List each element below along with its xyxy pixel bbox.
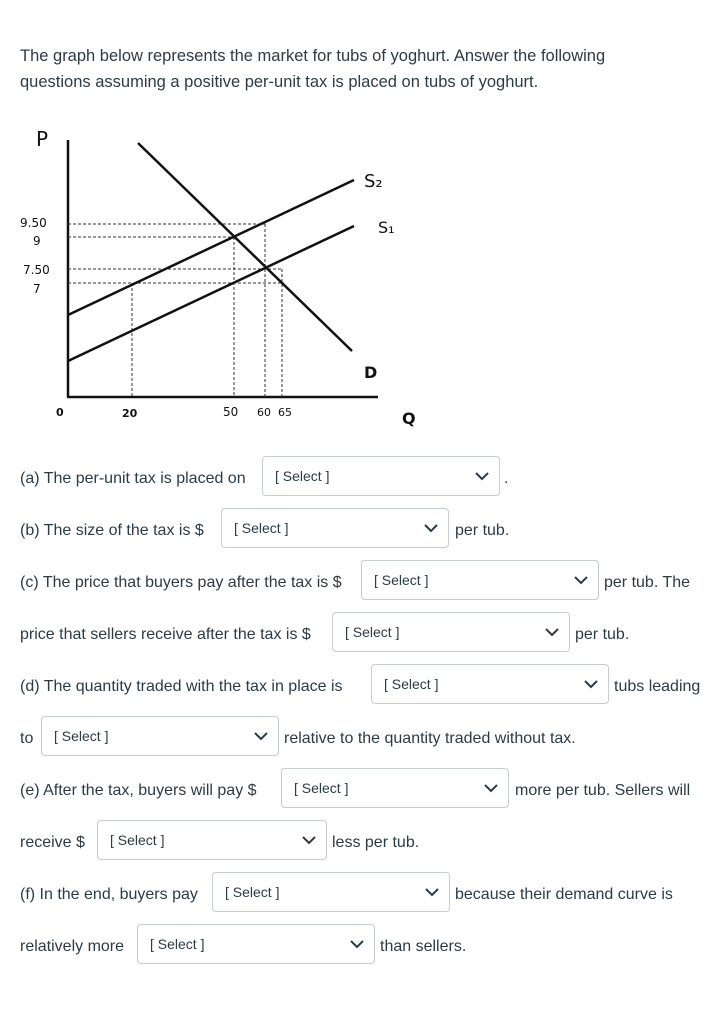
select-b-value: [ Select ]	[234, 520, 289, 536]
select-c-buyer-price[interactable]	[361, 560, 599, 600]
question-f-after: because their demand curve is	[455, 886, 673, 903]
question-f2-text: relatively more	[20, 938, 125, 955]
price-tick-9: 9	[33, 234, 41, 248]
select-f-who-pays[interactable]	[212, 872, 450, 912]
select-e-buyers-more-value: [ Select ]	[294, 780, 349, 796]
select-c-seller-price[interactable]	[332, 612, 570, 652]
select-a-value: [ Select ]	[275, 468, 330, 484]
question-d-after: tubs leading	[614, 678, 701, 695]
market-graph	[0, 110, 440, 430]
demand-label: D	[364, 363, 378, 382]
origin-label: 0	[56, 406, 64, 419]
select-f-elasticity-value: [ Select ]	[150, 936, 205, 952]
chevron-down-icon	[584, 678, 598, 690]
question-c-text: (c) The price that buyers pay after the tax is $	[20, 574, 342, 591]
select-e-sellers-less-value: [ Select ]	[110, 832, 165, 848]
quantity-tick-20: 20	[122, 407, 138, 420]
select-d-change-value: [ Select ]	[54, 728, 109, 744]
question-a-after: .	[504, 470, 509, 487]
quantity-tick-60: 60	[257, 406, 271, 419]
select-a[interactable]	[262, 456, 500, 496]
question-e2-text: receive $	[20, 834, 85, 851]
x-axis-label: Q	[402, 409, 416, 428]
chevron-down-icon	[254, 730, 268, 742]
demand-curve	[138, 143, 352, 351]
question-c2-text: price that sellers receive after the tax is $	[20, 626, 311, 643]
chevron-down-icon	[484, 782, 498, 794]
chevron-down-icon	[545, 626, 559, 638]
chevron-down-icon	[425, 886, 439, 898]
question-d2-text: to	[20, 730, 34, 747]
select-c-seller-price-value: [ Select ]	[345, 624, 400, 640]
price-tick-7-50: 7.50	[23, 263, 50, 277]
intro-line-2: questions assuming a positive per-unit tax is placed on tubs of yoghurt.	[20, 73, 539, 91]
question-d2-after: relative to the quantity traded without tax.	[284, 730, 576, 747]
select-d-quantity-value: [ Select ]	[384, 676, 439, 692]
intro-line-1: The graph below represents the market for tubs of yoghurt. Answer the following	[20, 47, 606, 65]
select-e-buyers-more[interactable]	[281, 768, 509, 808]
question-d-text: (d) The quantity traded with the tax in place is	[20, 678, 343, 695]
y-axis-label: P	[36, 127, 49, 151]
question-c-after: per tub. The	[604, 574, 690, 591]
question-a-text: (a) The per-unit tax is placed on	[20, 470, 246, 487]
question-c2-after: per tub.	[575, 626, 630, 643]
chevron-down-icon	[475, 470, 489, 482]
select-c-buyer-price-value: [ Select ]	[374, 572, 429, 588]
select-f-who-pays-value: [ Select ]	[225, 884, 280, 900]
chevron-down-icon	[302, 834, 316, 846]
s1-label: S₁	[378, 218, 395, 237]
select-f-elasticity[interactable]	[137, 924, 375, 964]
question-b-after: per tub.	[455, 522, 510, 539]
select-b[interactable]	[221, 508, 449, 548]
price-tick-9-50: 9.50	[20, 216, 47, 230]
quantity-tick-65: 65	[278, 406, 292, 419]
select-e-sellers-less[interactable]	[97, 820, 327, 860]
quantity-tick-50: 50	[223, 405, 239, 419]
question-f2-after: than sellers.	[380, 938, 467, 955]
question-f-text: (f) In the end, buyers pay	[20, 886, 198, 903]
price-tick-7: 7	[33, 282, 41, 296]
select-d-change[interactable]	[41, 716, 279, 756]
select-d-quantity[interactable]	[371, 664, 609, 704]
question-b-text: (b) The size of the tax is $	[20, 522, 204, 539]
question-e2-after: less per tub.	[332, 834, 420, 851]
s2-label: S₂	[364, 171, 383, 192]
question-e-after: more per tub. Sellers will	[515, 782, 691, 799]
question-intro	[20, 43, 710, 95]
chevron-down-icon	[350, 938, 364, 950]
chevron-down-icon	[424, 522, 438, 534]
chevron-down-icon	[574, 574, 588, 586]
question-e-text: (e) After the tax, buyers will pay $	[20, 782, 257, 799]
